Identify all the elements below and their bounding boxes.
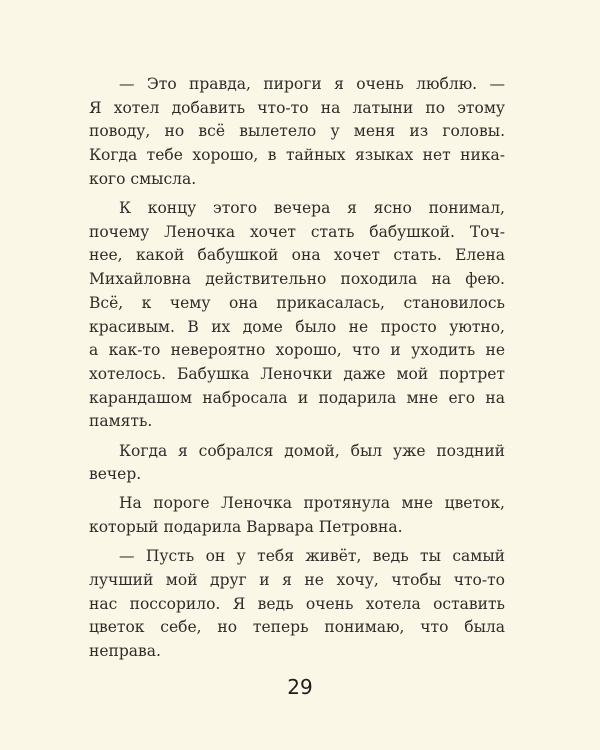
paragraph-5	[89, 545, 505, 664]
text-line: кого смысла.	[89, 169, 197, 188]
paragraph-2	[89, 197, 505, 434]
text-line: — Это правда, пироги я очень люблю. —	[119, 75, 505, 93]
text-line: Михайловна действительно походила на фею.	[89, 270, 505, 289]
text-line: вечер.	[89, 465, 142, 484]
text-line: — Пусть он у тебя живёт, ведь ты самый	[119, 547, 505, 566]
text-line: Когда тебе хорошо, в тайных языках нет ника-	[89, 146, 505, 165]
paragraph-4	[89, 492, 505, 539]
text-line: неправа.	[89, 642, 161, 661]
paragraph-1	[89, 73, 505, 192]
text-line: красивым. В их доме было не просто уютно,	[89, 317, 505, 336]
text-line: К концу этого вечера я ясно понимал,	[119, 199, 505, 218]
text-line: почему Леночка хочет стать бабушкой. Точ-	[89, 222, 505, 241]
paragraph-3	[89, 440, 505, 487]
text-line: цветок себе, но теперь понимаю, что была	[89, 618, 505, 637]
text-line: хотелось. Бабушка Леночки даже мой портрет	[89, 364, 505, 383]
text-line: нее, какой бабушкой она хочет стать. Елена	[89, 246, 505, 265]
text-line: карандашом набросала и подарила мне его на	[89, 388, 505, 407]
text-line: память.	[89, 412, 153, 431]
text-line: Я хотел добавить что-то на латыни по этому	[89, 98, 505, 117]
text-line: На пороге Леночка протянула мне цветок,	[119, 494, 505, 513]
text-line: поводу, но всё вылетело у меня из головы.	[89, 122, 505, 141]
text-line: Когда я собрался домой, был уже поздний	[119, 441, 505, 460]
text-line: а как-то невероятно хорошо, что и уходить не	[89, 341, 505, 360]
text-line: нас поссорило. Я ведь очень хотела оставить	[89, 594, 505, 613]
body-text	[89, 73, 505, 669]
text-line: Всё, к чему она прикасалась, становилось	[89, 293, 505, 312]
page-number: 29	[287, 675, 313, 699]
text-line: лучший мой друг и я не хочу, чтобы что-то	[89, 571, 505, 590]
text-line: который подарила Варвара Петровна.	[89, 518, 403, 537]
